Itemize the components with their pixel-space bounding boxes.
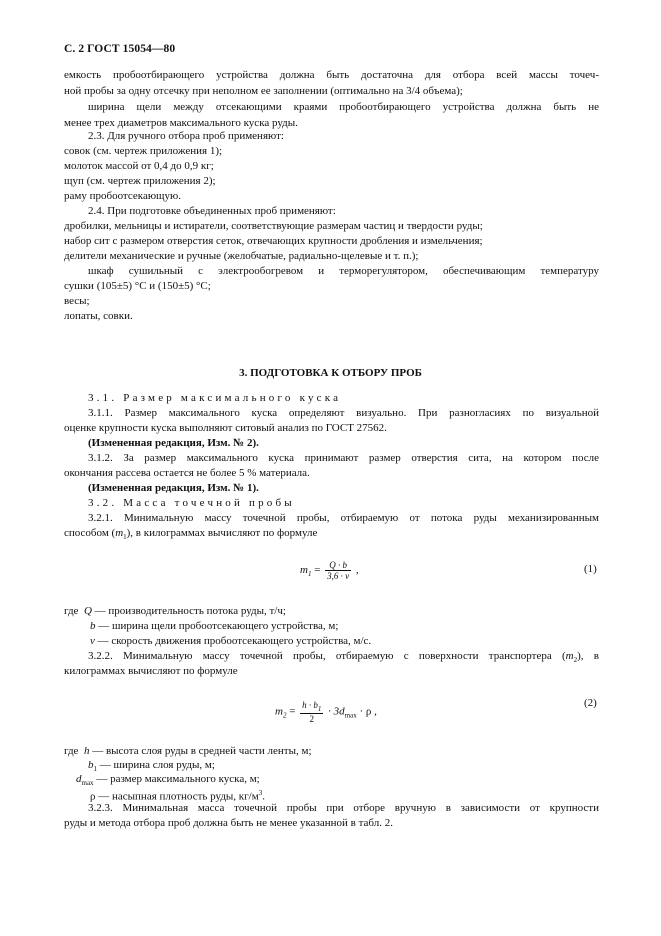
text-line: 3.1.2. За размер максимального куска принимают размер отверстия сита, на котором после	[88, 452, 599, 464]
list-item: молоток массой от 0,4 до 0,9 кг;	[64, 160, 214, 172]
legend-line: $d_{max}$ — размер максимального куска, м;	[76, 773, 260, 788]
text-line: 3.1.1. Размер максимального куска определяют визуально. При разногласиях по визуальной	[88, 407, 599, 419]
text-line: 3.2.3. Минимальная масса точечной пробы при отборе вручную в зависимости от крупности	[88, 802, 599, 814]
clause-3-2: 3.2. Масса точечной пробы	[88, 497, 295, 509]
text-line: способом $(m_1)$, в килограммах вычисляют по формуле	[64, 527, 318, 542]
list-item: делители механические и ручные (желобчатые, радиально-щелевые и т. п.);	[64, 250, 419, 262]
list-item: набор сит с размером отверстия сеток, отвечающих крупности дробления и измельчения;	[64, 235, 483, 247]
legend-line: v — скорость движения пробоотсекающего устройства, м/с.	[90, 635, 372, 647]
text-line: ширина щели между отсекающими краями пробоотбирающего устройства должна быть не	[88, 101, 599, 113]
section-heading: 3. ПОДГОТОВКА К ОТБОРУ ПРОБ	[239, 367, 422, 379]
list-item: весы;	[64, 295, 90, 307]
list-item: лопаты, совки.	[64, 310, 133, 322]
clause-2-3: 2.3. Для ручного отбора проб применяют:	[88, 130, 284, 142]
text-line: руды и метода отбора проб должна быть не менее указанной в табл. 2.	[64, 817, 393, 829]
legend-line: $b_1$ — ширина слоя руды, м;	[88, 759, 215, 774]
equation-number: (2)	[584, 697, 597, 709]
list-item: шкаф сушильный с электрообогревом и терморегулятором, обеспечивающим температуру	[88, 265, 599, 277]
list-item: раму пробоотсекающую.	[64, 190, 181, 202]
equation-number: (1)	[584, 563, 597, 575]
formula-1: $m_1$ = $\frac{Q \cdot b}{3,6 \cdot v}$ ,	[300, 560, 359, 581]
legend-line: где h — высота слоя руды в средней части ленты, м;	[64, 745, 312, 757]
clause-3-1: 3.1. Размер максимального куска	[88, 392, 342, 404]
clause-2-4: 2.4. При подготовке объединенных проб применяют:	[88, 205, 336, 217]
list-item: сушки (105±5) °С и (150±5) °С;	[64, 280, 211, 292]
text-line: окончания рассева остается не более 5 % материала.	[64, 467, 310, 479]
list-item: совок (см. чертеж приложения 1);	[64, 145, 223, 157]
text-line: ной пробы за одну отсечку при неполном ее заполнении (оптимально на 3/4 объема);	[64, 85, 463, 97]
legend-line: b — ширина щели пробоотсекающего устройства, м;	[90, 620, 339, 632]
page-header: С. 2 ГОСТ 15054—80	[64, 43, 176, 55]
text-line: 3.2.1. Минимальную массу точечной пробы, отбираемую от потока руды механизированным	[88, 512, 599, 524]
legend-line: ρ — насыпная плотность руды, $кг/м^3$.	[90, 789, 265, 803]
text-line: килограммах вычисляют по формуле	[64, 665, 238, 677]
list-item: щуп (см. чертеж приложения 2);	[64, 175, 216, 187]
formula-2: $m_2$ = $\frac{h \cdot b_1}{2}$ · $3d_{max} \cdot \rho$ ,	[275, 700, 377, 724]
legend-line: где Q — производительность потока руды, т/ч;	[64, 605, 286, 617]
text-line: емкость пробоотбирающего устройства должна быть достаточна для отбора всей массы точеч-	[64, 69, 599, 81]
list-item: дробилки, мельницы и истиратели, соответствующие размерам частиц и твердости руды;	[64, 220, 483, 232]
amendment-note: (Измененная редакция, Изм. № 1).	[88, 482, 259, 494]
amendment-note: (Измененная редакция, Изм. № 2).	[88, 437, 259, 449]
text-line: менее трех диаметров максимального куска руды.	[64, 117, 298, 129]
text-line: 3.2.2. Минимальную массу точечной пробы, отбираемую с поверхности транспортера $(m_2)$, в	[88, 650, 599, 665]
text-line: оценке крупности куска выполняют ситовый анализ по ГОСТ 27562.	[64, 422, 387, 434]
